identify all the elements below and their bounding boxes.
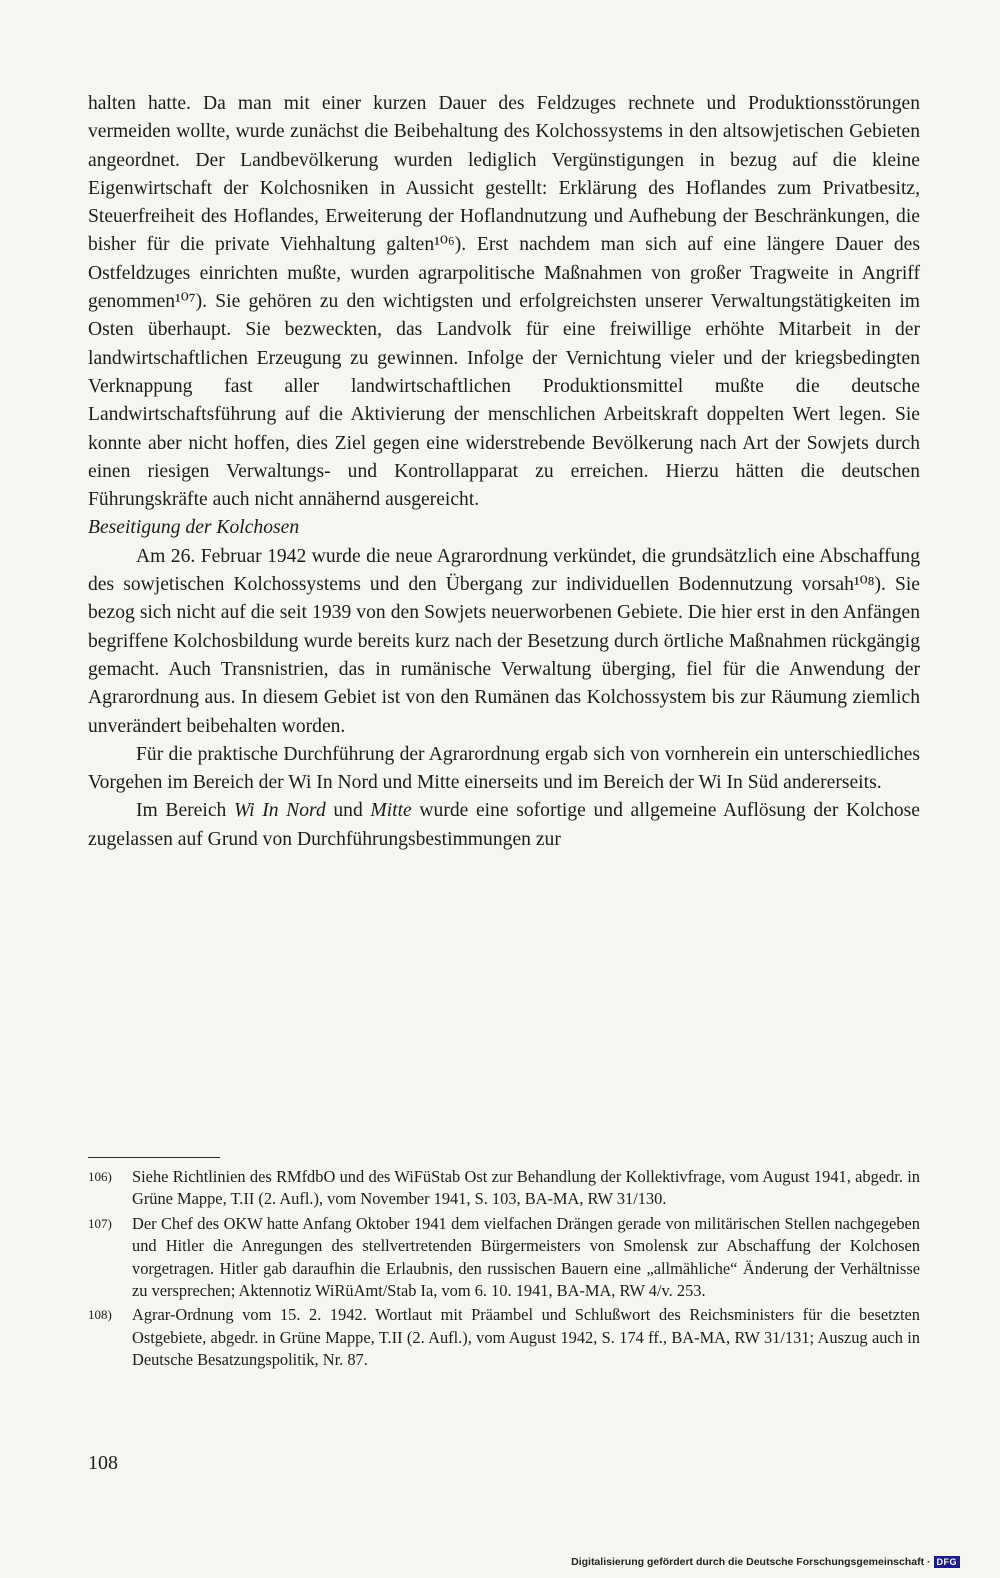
footnote-number: 107)	[88, 1215, 112, 1231]
footnote-106	[88, 1166, 920, 1211]
body-text	[88, 90, 920, 854]
paragraph-1: halten hatte. Da man mit einer kurzen Dauer des Feldzuges rechnete und Produktionsstörungen vermeiden wollte, wurde zunächst die Beibehaltung des Kolchossystems in den altsowjetischen Gebieten angeordnet. Der Landbevölkerung wurden lediglich Vergünstigungen in bezug auf die kleine Eigenwirtschaft der Kolchosniken in Aussicht gestellt: Erklärung des Hoflandes zum Privatbesitz, Steuerfreiheit des Hoflandes, Erweiterung der Hoflandnutzung und Aufhebung der Beschränkungen, die bisher für die private Viehhaltung galten¹⁰⁶). Erst nachdem man sich auf eine längere Dauer des Ostfeldzuges einrichten mußte, wurden agrarpolitische Maßnahmen von großer Tragweite in Angriff genommen¹⁰⁷). Sie gehören zu den wichtigsten und erfolgreichsten unserer Verwaltungstätigkeiten im Osten überhaupt. Sie bezweckten, das Landvolk für eine freiwillige erhöhte Mitarbeit in der landwirtschaftlichen Erzeugung zu gewinnen. Infolge der Vernichtung vieler und der kriegsbedingten Verknappung fast aller landwirtschaftlichen Produktionsmittel mußte die deutsche Landwirtschaftsführung auf die Aktivierung der menschlichen Arbeitskraft doppelten Wert legen. Sie konnte aber nicht hoffen, dies Ziel gegen eine widerstrebende Bevölkerung nach Art der Sowjets durch einen riesigen Verwaltungs- und Kontrollapparat zu erreichen. Hierzu hätten die deutschen Führungskräfte auch nicht annähernd ausgereicht.	[88, 93, 920, 511]
credit-text: Digitalisierung gefördert durch die Deutsche Forschungsgemeinschaft ·	[571, 1556, 931, 1568]
footnotes	[88, 1166, 920, 1374]
paragraph-2: Am 26. Februar 1942 wurde die neue Agrarordnung verkündet, die grundsätzlich eine Abschaffung des sowjetischen Kolchossystems und den Übergang zur individuellen Bodennutzung vorsah¹⁰⁸). Sie bezog sich nicht auf die seit 1939 von den Sowjets neuerworbenen Gebiete. Die hier erst in den Anfängen begriffene Kolchosbildung wurde bereits kurz nach der Besetzung durch örtliche Maßnahmen rückgängig gemacht. Auch Transnistrien, das in rumänische Verwaltung überging, fiel für die Anwendung der Agrarordnung aus. In diesem Gebiet ist von den Rumänen das Kolchossystem bis zur Räumung ziemlich unverändert beibehalten worden.	[88, 545, 920, 737]
footnote-divider	[88, 1157, 220, 1158]
section-heading: Beseitigung der Kolchosen	[88, 517, 300, 539]
page-number: 108	[88, 1452, 118, 1474]
dfg-logo: DFG	[934, 1556, 961, 1568]
footnote-108	[88, 1304, 920, 1371]
paragraph-3: Für die praktische Durchführung der Agrarordnung ergab sich von vornherein ein unterschiedliches Vorgehen im Bereich der Wi In Nord und Mitte einerseits und im Bereich der Wi In Süd andererseits.	[88, 743, 920, 794]
paragraph-4-italic-2: Mitte	[370, 800, 412, 822]
paragraph-4-italic-1: Wi In Nord	[233, 800, 326, 822]
footnote-107	[88, 1213, 920, 1303]
footnote-text: Agrar-Ordnung vom 15. 2. 1942. Wortlaut mit Präambel und Schlußwort des Reichsministers für die besetzten Ostgebiete, abgedr. in Grüne Mappe, T.II (2. Aufl.), vom August 1942, S. 174 ff., BA-MA, RW 31/131; Auszug auch in Deutsche Besatzungspolitik, Nr. 87.	[132, 1305, 920, 1370]
footnote-number: 108)	[88, 1307, 112, 1323]
paragraph-4-part-2: und	[325, 800, 371, 822]
paragraph-4	[88, 797, 920, 854]
paragraph-4-part-3: wurde eine sofortige und allgemeine Auflösung der Kolchose zugelassen auf Grund von Durchführungsbestimmungen zur	[88, 800, 920, 850]
digitization-credit	[571, 1556, 960, 1568]
footnote-text: Siehe Richtlinien des RMfdbO und des WiFüStab Ost zur Behandlung der Kollektivfrage, vom August 1941, abgedr. in Grüne Mappe, T.II (2. Aufl.), vom November 1941, S. 103, BA-MA, RW 31/130.	[132, 1167, 920, 1209]
footnote-text: Der Chef des OKW hatte Anfang Oktober 1941 dem vielfachen Drängen gerade von militärischen Stellen nachgegeben und Hitler die Anregungen des stellvertretenden Bürgermeisters von Smolensk zur Abschaffung der Kolchosen vorgetragen. Hitler gab daraufhin die Erlaubnis, den russischen Bauern eine „allmähliche“ Änderung der Verhältnisse zu versprechen; Aktennotiz WiRüAmt/Stab Ia, vom 6. 10. 1941, BA-MA, RW 4/v. 253.	[132, 1213, 920, 1301]
paragraph-4-part-1: Im Bereich	[136, 800, 234, 822]
footnote-number: 106)	[88, 1169, 112, 1184]
